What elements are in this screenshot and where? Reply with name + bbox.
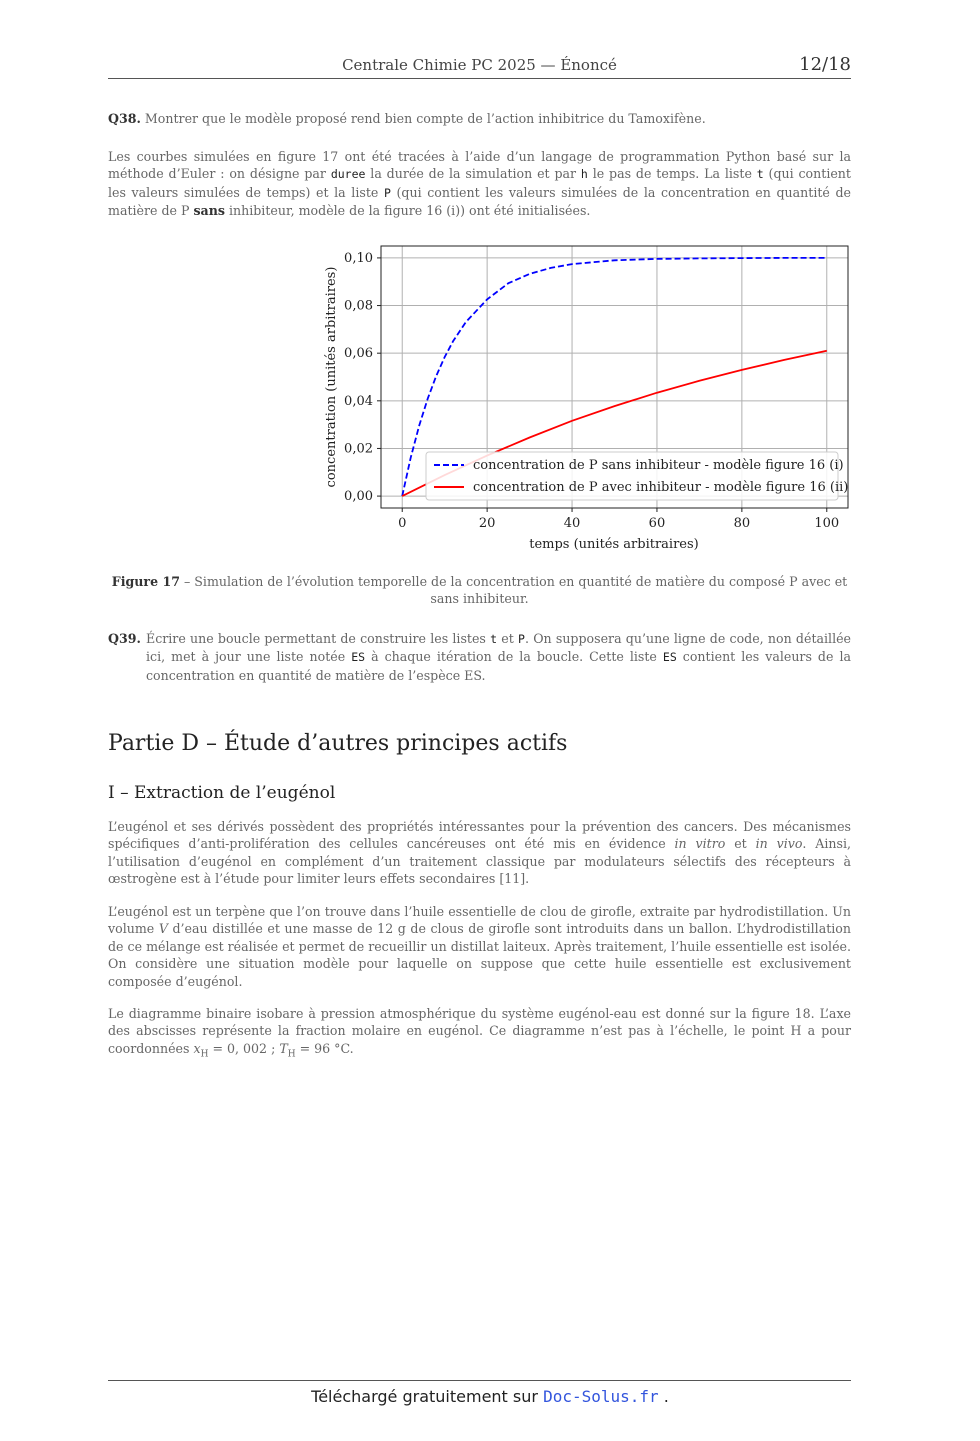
q38-number: Q38. bbox=[108, 111, 141, 126]
q39-text-3: . On supposera qu’une ligne de code, non détaillée ici, met à jour une liste notée bbox=[146, 631, 852, 665]
q39-text-4: à chaque itération de la boucle. Cette liste bbox=[365, 649, 663, 665]
y-tick-label-4: 0,08 bbox=[344, 298, 373, 314]
p3-x-value: = 0, 002 ; bbox=[208, 1040, 280, 1056]
q39-number: Q39. bbox=[108, 631, 141, 646]
q39-code-ES-2: ES bbox=[662, 650, 677, 665]
y-tick-label-3: 0,06 bbox=[344, 346, 373, 362]
x-tick-label-0: 0 bbox=[398, 516, 407, 531]
q39-text-2: et bbox=[497, 631, 519, 646]
y-tick-label-2: 0,04 bbox=[344, 393, 373, 409]
legend-entry-sans-inhibiteur: concentration de P sans inhibiteur - modèle figure 16 (i) bbox=[473, 458, 844, 473]
p3-T-sub: H bbox=[287, 1049, 296, 1060]
p3-x-sub: H bbox=[200, 1049, 209, 1060]
question-38 bbox=[108, 110, 851, 127]
chart-legend bbox=[426, 452, 848, 500]
x-tick-label-5: 100 bbox=[814, 516, 840, 531]
intro-text-3: le pas de temps. La liste bbox=[587, 166, 757, 182]
y-tick-label-1: 0,02 bbox=[344, 441, 373, 457]
p2-text-b: d’eau distillée et une masse de 12 g de clous de girofle sont introduits dans un ballon. L’hydrodistillation de ce mélange est réalisée et permet de recueillir un distillat laiteux. Après traitement, l’huile essentielle est isolée. On considère une situation modèle pour laquelle on suppose que cette huile essentielle est exclusivement composée d’eugénol. bbox=[108, 921, 851, 989]
footer-text: Téléchargé gratuitement sur bbox=[311, 1387, 544, 1406]
intro-paragraph bbox=[108, 148, 851, 220]
eugenol-paragraph-3 bbox=[108, 1005, 851, 1064]
page-header bbox=[108, 54, 851, 79]
section-title-partie-d: Partie D – Étude d’autres principes actifs bbox=[108, 731, 568, 756]
p1-in-vitro: in vitro bbox=[674, 836, 726, 852]
p2-volume-V: V bbox=[158, 921, 168, 937]
y-tick-label-0: 0,00 bbox=[344, 489, 373, 505]
figure-17-text: – Simulation de l’évolution temporelle de la concentration en quantité de matière du composé P avec et sans inhibiteur. bbox=[180, 574, 848, 607]
q39-code-t: t bbox=[490, 632, 498, 646]
legend-entry-avec-inhibiteur: concentration de P avec inhibiteur - modèle figure 16 (ii) bbox=[473, 480, 849, 495]
figure-17-chart bbox=[208, 230, 849, 560]
p1-text-b: . Ainsi, l’utilisation d’eugénol en complément d’un traitement classique par modulateurs sélectifs des récepteurs à œstrogène est à l’étude pour limiter leurs effets secondaires [11]. bbox=[108, 836, 852, 887]
q38-text: Montrer que le modèle proposé rend bien compte de l’action inhibitrice du Tamoxifène. bbox=[144, 111, 706, 126]
page-footer bbox=[0, 1387, 980, 1406]
p3-x: x bbox=[193, 1040, 201, 1056]
intro-text-5: (qui contient les valeurs simulées de la concentration en quantité de matière de P bbox=[108, 184, 851, 219]
p1-et: et bbox=[725, 836, 756, 852]
x-tick-label-4: 80 bbox=[733, 516, 751, 531]
code-t: t bbox=[756, 167, 764, 182]
p3-T: T bbox=[279, 1040, 288, 1056]
page-number: 12/18 bbox=[799, 54, 851, 75]
figure-17-caption bbox=[108, 573, 851, 608]
subsection-title-extraction: I – Extraction de l’eugénol bbox=[108, 783, 336, 803]
footer-link[interactable]: Doc-Solus.fr bbox=[543, 1387, 659, 1406]
q39-code-P: P bbox=[518, 632, 525, 646]
q39-text-1: Écrire une boucle permettant de construire les listes bbox=[146, 631, 491, 646]
q39-code-ES: ES bbox=[351, 650, 366, 665]
q39-text-5: contient les valeurs de la concentration en quantité de matière de l’espèce ES. bbox=[146, 649, 852, 683]
eugenol-paragraph-2 bbox=[108, 903, 851, 990]
y-axis-label: concentration (unités arbitraires) bbox=[324, 266, 339, 488]
intro-text-2: la durée de la simulation et par bbox=[365, 166, 581, 182]
code-duree: duree bbox=[330, 167, 366, 182]
eugenol-paragraph-1 bbox=[108, 818, 851, 888]
footer-rule bbox=[108, 1380, 851, 1381]
q39-text bbox=[146, 630, 851, 684]
p3-T-value: = 96 °C. bbox=[295, 1040, 354, 1056]
intro-text-1: Les courbes simulées en figure 17 ont été tracées à l’aide d’un langage de programmation Python basé sur la méthode d’Euler : on désigne par bbox=[108, 149, 851, 182]
footer-dot: . bbox=[658, 1387, 669, 1406]
intro-text-4: (qui contient les valeurs simulées de temps) et la liste bbox=[108, 166, 851, 200]
bold-sans: sans bbox=[193, 203, 225, 219]
x-tick-label-3: 60 bbox=[648, 516, 666, 531]
x-tick-label-2: 40 bbox=[563, 516, 581, 531]
code-P: P bbox=[383, 185, 391, 200]
intro-text-6: inhibiteur, modèle de la figure 16 (i)) ont été initialisées. bbox=[224, 203, 591, 219]
p3-text-a: Le diagramme binaire isobare à pression atmosphérique du système eugénol-eau est donné sur la figure 18. L’axe des abscisses représente la fraction molaire en eugénol. Ce diagramme n’est pas à l’échelle, le point H a pour coordonnées bbox=[108, 1006, 851, 1056]
code-h: h bbox=[580, 167, 588, 182]
p2-text-a: L’eugénol est un terpène que l’on trouve dans l’huile essentielle de clou de girofle, extraite par hydrodistillation. Un volume bbox=[108, 904, 851, 937]
p1-text-a: L’eugénol et ses dérivés possèdent des propriétés intéressantes pour la prévention des cancers. Des mécanismes spécifiques d’anti-prolifération des cellules cancéreuses ont été mis en évidence bbox=[108, 819, 851, 852]
y-tick-label-5: 0,10 bbox=[344, 250, 373, 266]
x-axis-label: temps (unités arbitraires) bbox=[529, 537, 699, 552]
question-39 bbox=[108, 630, 851, 684]
x-tick-label-1: 20 bbox=[478, 516, 496, 531]
header-title: Centrale Chimie PC 2025 — Énoncé bbox=[342, 56, 617, 74]
figure-17-label: Figure 17 bbox=[111, 574, 180, 589]
p1-in-vivo: in vivo bbox=[755, 836, 803, 852]
